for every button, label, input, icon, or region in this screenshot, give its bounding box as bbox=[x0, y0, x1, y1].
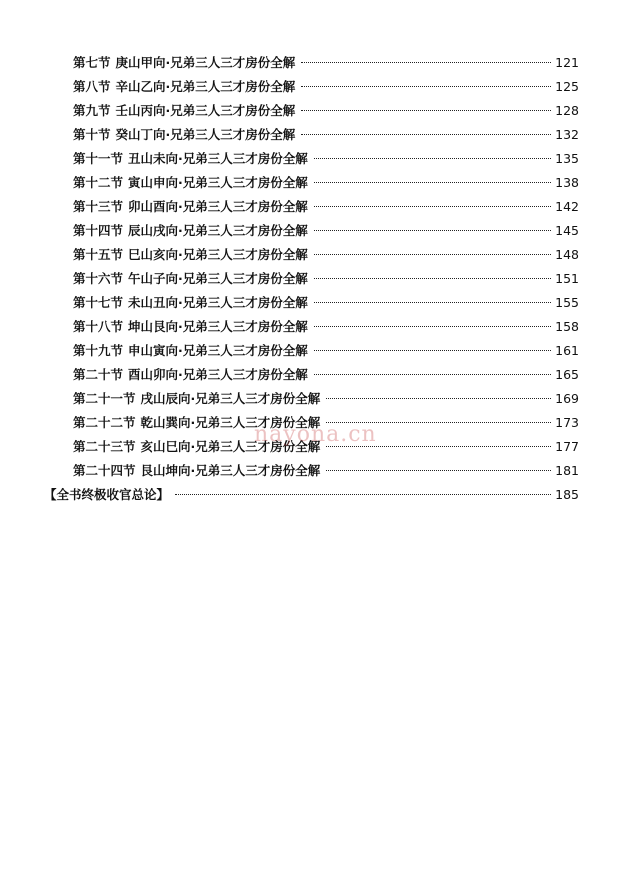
dot-leader bbox=[301, 110, 551, 111]
toc-entry-title bbox=[73, 293, 308, 313]
toc-section-number: 第九节 bbox=[73, 103, 111, 118]
toc-entry-title bbox=[73, 173, 308, 193]
toc-section-number: 第二十三节 bbox=[73, 439, 136, 454]
toc-entry-title bbox=[73, 365, 308, 385]
toc-section-title: 寅山申向·兄弟三人三才房份全解 bbox=[128, 175, 308, 190]
dot-leader bbox=[301, 134, 551, 135]
toc-section-title: 庚山甲向·兄弟三人三才房份全解 bbox=[115, 55, 296, 70]
toc-entry[interactable] bbox=[73, 293, 579, 313]
toc-page-number: 158 bbox=[555, 319, 579, 334]
toc-section-title: 坤山艮向·兄弟三人三才房份全解 bbox=[128, 319, 308, 334]
toc-section-title: 壬山丙向·兄弟三人三才房份全解 bbox=[115, 103, 296, 118]
dot-leader bbox=[314, 182, 551, 183]
toc-section-number: 第十七节 bbox=[73, 295, 124, 310]
dot-leader bbox=[175, 494, 551, 495]
toc-section-number: 第十六节 bbox=[73, 271, 124, 286]
toc-section-number: 第二十二节 bbox=[73, 415, 136, 430]
toc-entry-title bbox=[73, 125, 295, 145]
toc-section-number: 第十节 bbox=[73, 127, 111, 142]
dot-leader bbox=[301, 86, 551, 87]
toc-page-number: 125 bbox=[555, 79, 579, 94]
toc-page-number: 169 bbox=[555, 391, 579, 406]
toc-section-title: 亥山巳向·兄弟三人三才房份全解 bbox=[140, 439, 321, 454]
toc-section-title: 酉山卯向·兄弟三人三才房份全解 bbox=[128, 367, 308, 382]
toc-page-number: 161 bbox=[555, 343, 579, 358]
toc-page-number: 145 bbox=[555, 223, 579, 238]
toc-section-title: 乾山巽向·兄弟三人三才房份全解 bbox=[140, 415, 321, 430]
toc-entry[interactable] bbox=[73, 245, 579, 265]
dot-leader bbox=[314, 230, 551, 231]
toc-section-number: 第十八节 bbox=[73, 319, 124, 334]
toc-page-number: 155 bbox=[555, 295, 579, 310]
toc-entry[interactable] bbox=[73, 77, 579, 97]
toc-entry[interactable] bbox=[73, 365, 579, 385]
toc-entry[interactable] bbox=[44, 485, 579, 505]
toc-page-number: 132 bbox=[555, 127, 579, 142]
toc-entry[interactable] bbox=[73, 317, 579, 337]
toc-page-number: 138 bbox=[555, 175, 579, 190]
toc-page-number: 121 bbox=[555, 55, 579, 70]
toc-entry-title bbox=[73, 245, 308, 265]
toc-entry-title bbox=[73, 101, 295, 121]
toc-section-title: 午山子向·兄弟三人三才房份全解 bbox=[128, 271, 308, 286]
toc-section-title: 艮山坤向·兄弟三人三才房份全解 bbox=[140, 463, 321, 478]
dot-leader bbox=[314, 302, 551, 303]
dot-leader bbox=[314, 206, 551, 207]
toc-entry[interactable] bbox=[73, 53, 579, 73]
dot-leader bbox=[314, 326, 551, 327]
toc-entry-title bbox=[73, 77, 295, 97]
toc-entry-title bbox=[73, 197, 308, 217]
toc-page-number: 142 bbox=[555, 199, 579, 214]
toc-entry[interactable] bbox=[73, 101, 579, 121]
toc-section-title: 卯山酉向·兄弟三人三才房份全解 bbox=[128, 199, 308, 214]
toc-section-title: 辰山戌向·兄弟三人三才房份全解 bbox=[128, 223, 308, 238]
dot-leader bbox=[314, 374, 551, 375]
toc-section-number: 第二十四节 bbox=[73, 463, 136, 478]
dot-leader bbox=[326, 398, 551, 399]
toc-section-number: 第十四节 bbox=[73, 223, 124, 238]
toc-page-number: 151 bbox=[555, 271, 579, 286]
toc-entry-title bbox=[44, 485, 169, 505]
toc-entry[interactable] bbox=[73, 221, 579, 241]
toc-entry[interactable] bbox=[73, 269, 579, 289]
toc-section-title: 未山丑向·兄弟三人三才房份全解 bbox=[128, 295, 308, 310]
toc-section-title: 丑山未向·兄弟三人三才房份全解 bbox=[128, 151, 308, 166]
toc-entry[interactable] bbox=[73, 125, 579, 145]
toc-page-number: 181 bbox=[555, 463, 579, 478]
toc-entry[interactable] bbox=[73, 149, 579, 169]
toc-section-number: 第十一节 bbox=[73, 151, 124, 166]
toc-section-number: 第二十节 bbox=[73, 367, 124, 382]
toc-entry-title bbox=[73, 53, 295, 73]
toc-entry[interactable] bbox=[73, 461, 579, 481]
toc-entry-title bbox=[73, 269, 308, 289]
toc-section-number: 第八节 bbox=[73, 79, 111, 94]
toc-entry-title bbox=[73, 149, 308, 169]
toc-section-number: 第十九节 bbox=[73, 343, 124, 358]
toc-section-title: 戌山辰向·兄弟三人三才房份全解 bbox=[140, 391, 321, 406]
toc-entry[interactable] bbox=[73, 341, 579, 361]
dot-leader bbox=[314, 254, 551, 255]
watermark: nayona.cn bbox=[254, 422, 377, 447]
toc-section-number: 第十二节 bbox=[73, 175, 124, 190]
dot-leader bbox=[326, 470, 551, 471]
toc-section-number: 第七节 bbox=[73, 55, 111, 70]
toc-section-number: 第十三节 bbox=[73, 199, 124, 214]
toc-section-title: 癸山丁向·兄弟三人三才房份全解 bbox=[115, 127, 296, 142]
toc-entry[interactable] bbox=[73, 389, 579, 409]
toc-entry[interactable] bbox=[73, 173, 579, 193]
toc-section-number: 第十五节 bbox=[73, 247, 124, 262]
dot-leader bbox=[314, 278, 551, 279]
toc-page-number: 165 bbox=[555, 367, 579, 382]
toc-section-number: 第二十一节 bbox=[73, 391, 136, 406]
dot-leader bbox=[314, 350, 551, 351]
toc-section-title: 【全书终极收官总论】 bbox=[44, 487, 170, 502]
toc-page-number: 185 bbox=[555, 487, 579, 502]
dot-leader bbox=[301, 62, 551, 63]
toc-entry-title bbox=[73, 221, 308, 241]
toc-page-number: 177 bbox=[555, 439, 579, 454]
toc-page-number: 148 bbox=[555, 247, 579, 262]
toc-section-title: 申山寅向·兄弟三人三才房份全解 bbox=[128, 343, 308, 358]
toc-page-number: 135 bbox=[555, 151, 579, 166]
toc-entry-title bbox=[73, 389, 320, 409]
toc-page-number: 173 bbox=[555, 415, 579, 430]
toc-page-number: 128 bbox=[555, 103, 579, 118]
toc-entry[interactable] bbox=[73, 197, 579, 217]
toc-entry-title bbox=[73, 461, 320, 481]
toc-section-title: 巳山亥向·兄弟三人三才房份全解 bbox=[128, 247, 308, 262]
dot-leader bbox=[314, 158, 551, 159]
toc-section-title: 辛山乙向·兄弟三人三才房份全解 bbox=[115, 79, 296, 94]
toc-entry-title bbox=[73, 341, 308, 361]
toc-entry-title bbox=[73, 317, 308, 337]
